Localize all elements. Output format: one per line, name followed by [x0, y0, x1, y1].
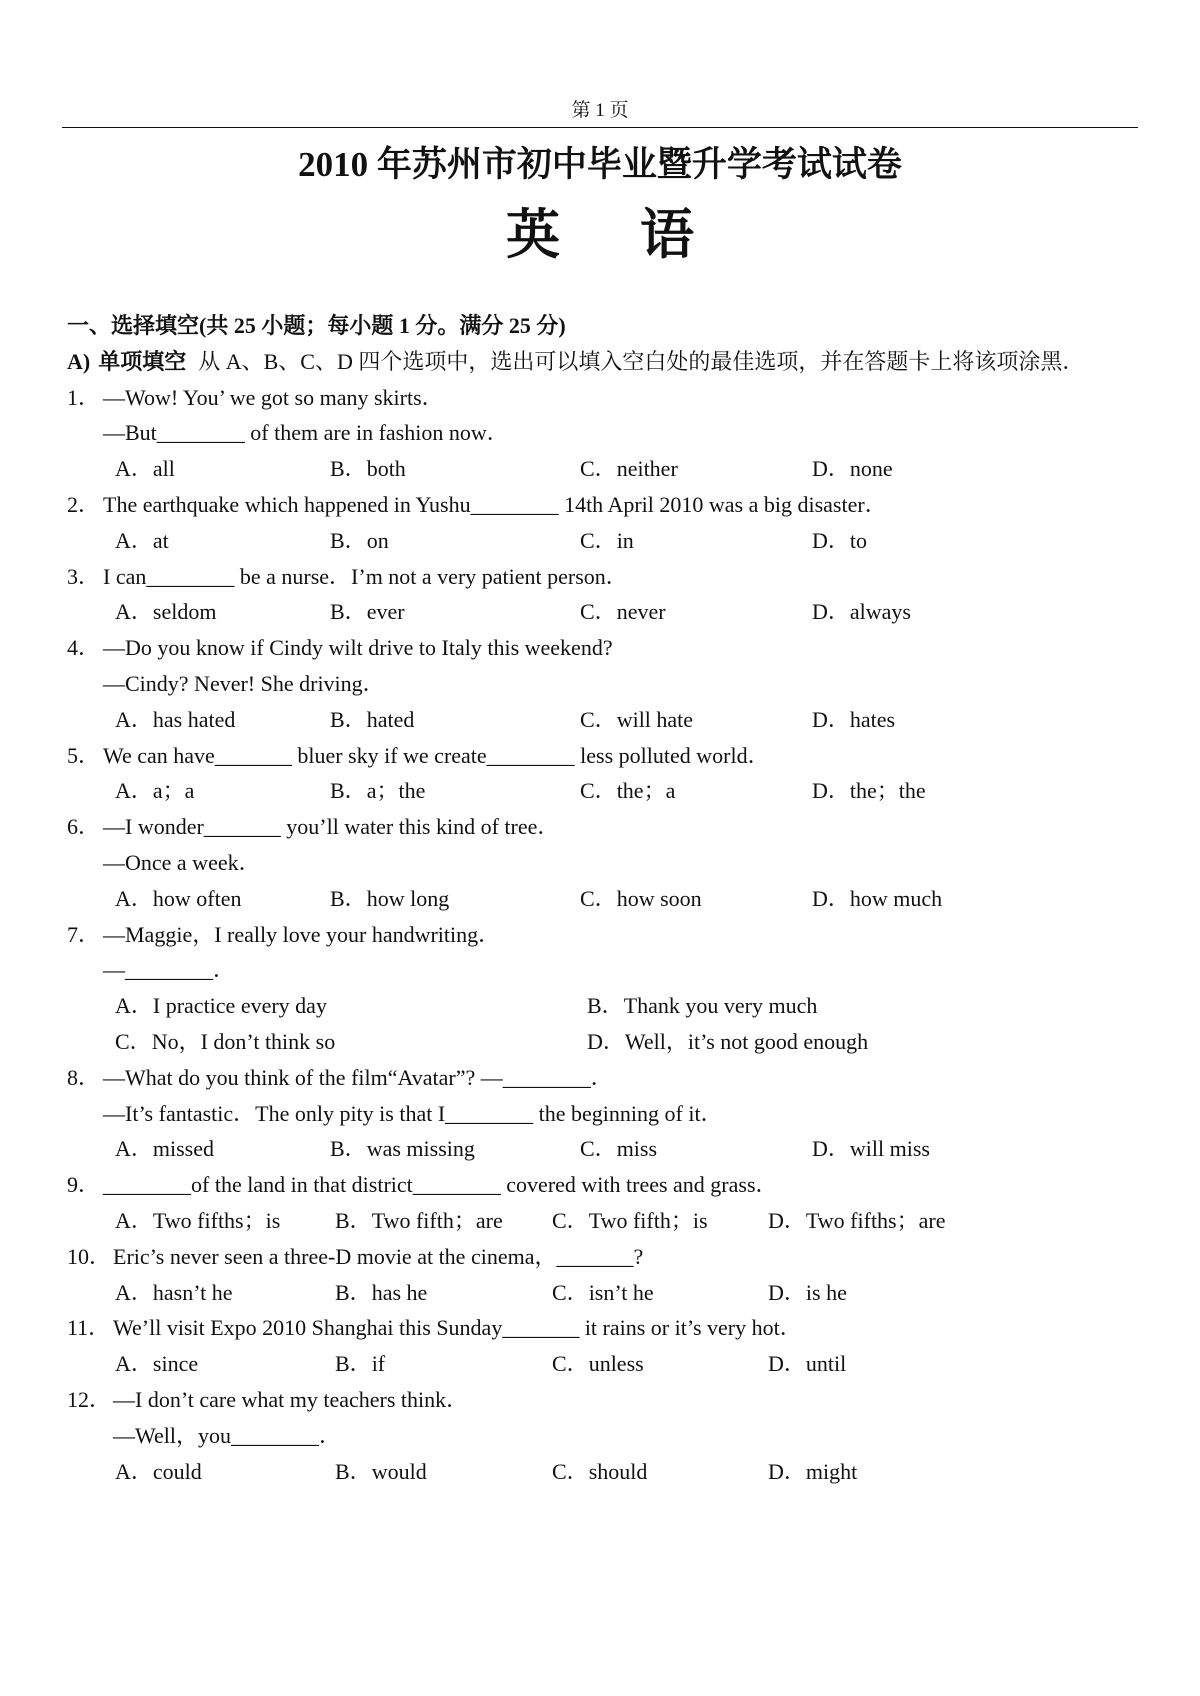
question-2 [67, 487, 1138, 559]
option-letter: C． [580, 778, 617, 804]
option-letter: A． [115, 599, 153, 625]
part-a-title: 单项填空 [98, 348, 187, 374]
option-letter: B． [330, 778, 367, 804]
question-text: —Once a week． [103, 849, 261, 875]
option-text: always [849, 599, 911, 625]
answer-options [67, 881, 1138, 917]
answer-options [67, 702, 1138, 738]
option-a [115, 1454, 335, 1490]
question-stem [67, 809, 1138, 845]
question-number: 1． [67, 384, 101, 410]
question-stem-line-2 [67, 845, 1138, 881]
option-letter: B． [330, 599, 367, 625]
question-3 [67, 559, 1138, 631]
page-number-label: 第 1 页 [571, 100, 629, 121]
question-text: —Cindy? Never! She driving． [103, 670, 385, 696]
option-text: how long [366, 885, 450, 911]
option-text: all [152, 456, 175, 482]
option-letter: D． [812, 527, 850, 553]
option-letter: D． [587, 1028, 625, 1054]
part-a-instructions [67, 344, 1138, 380]
question-1 [67, 380, 1138, 487]
option-c [580, 881, 812, 917]
option-b [335, 1275, 552, 1311]
option-a [115, 594, 330, 630]
question-text: —I wonder_______ you’ll water this kind of tree． [103, 814, 560, 840]
option-letter: C． [580, 1136, 617, 1162]
option-d [812, 881, 1138, 917]
option-letter: A． [115, 885, 153, 911]
option-letter: B． [330, 527, 367, 553]
option-text: how much [849, 885, 943, 911]
question-stem-line-2 [67, 1418, 1138, 1454]
option-a [115, 1131, 330, 1167]
option-letter: A． [115, 456, 153, 482]
option-text: Two fifths；are [805, 1207, 946, 1233]
option-b [330, 594, 580, 630]
answer-options [67, 451, 1138, 487]
question-number: 5． [67, 742, 101, 768]
option-text: if [371, 1351, 386, 1377]
option-a [115, 773, 330, 809]
answer-options [67, 988, 1138, 1060]
option-text: since [152, 1351, 199, 1377]
option-text: seldom [152, 599, 217, 625]
option-text: how soon [616, 885, 702, 911]
question-stem [67, 559, 1138, 595]
question-stem [67, 917, 1138, 953]
option-letter: D． [812, 599, 850, 625]
option-b [335, 1346, 552, 1382]
option-letter: A． [115, 778, 153, 804]
option-text: none [849, 456, 893, 482]
header-divider [62, 127, 1138, 128]
option-text: Two fifth；are [371, 1207, 503, 1233]
option-d [768, 1454, 1138, 1490]
option-d [812, 594, 1138, 630]
option-letter: D． [812, 885, 850, 911]
question-number: 7． [67, 921, 101, 947]
option-letter: A． [115, 527, 153, 553]
option-text: would [371, 1458, 427, 1484]
question-text: —But________ of them are in fashion now． [103, 420, 509, 446]
option-text: No，I don’t think so [151, 1028, 336, 1054]
section-heading: 一、选择填空(共 25 小题；每小题 1 分。满分 25 分) [67, 313, 566, 338]
question-text: We can have_______ bluer sky if we create________ less polluted world． [103, 742, 770, 768]
answer-options [67, 1454, 1138, 1490]
option-letter: C． [580, 599, 617, 625]
option-text: the；the [849, 778, 926, 804]
option-text: Two fifths；is [152, 1207, 281, 1233]
question-stem [67, 1382, 1138, 1418]
question-stem [67, 487, 1138, 523]
option-c [580, 451, 812, 487]
option-d [768, 1275, 1138, 1311]
option-letter: D． [812, 456, 850, 482]
option-letter: B． [330, 885, 367, 911]
option-letter: C． [115, 1028, 152, 1054]
option-text: hated [366, 706, 415, 732]
option-letter: A． [115, 1207, 153, 1233]
option-a [115, 988, 587, 1024]
option-text: Well，it’s not good enough [624, 1028, 869, 1054]
answer-options [67, 594, 1138, 630]
question-8 [67, 1060, 1138, 1167]
answer-options [67, 1203, 1138, 1239]
option-c [552, 1275, 768, 1311]
option-letter: B． [330, 1136, 367, 1162]
option-d [812, 773, 1138, 809]
option-text: to [849, 527, 868, 553]
option-text: was missing [366, 1136, 475, 1162]
option-b [330, 773, 580, 809]
question-7 [67, 917, 1138, 1060]
option-a [115, 451, 330, 487]
question-text: —Wow! You’ we got so many skirts． [103, 384, 444, 410]
option-text: a；a [152, 778, 195, 804]
exam-title: 2010 年苏州市初中毕业暨升学考试试卷 [298, 145, 902, 184]
option-letter: C． [552, 1279, 589, 1305]
option-text: Two fifth；is [588, 1207, 708, 1233]
question-number: 12． [67, 1386, 112, 1412]
option-a [115, 1275, 335, 1311]
option-text: until [805, 1351, 847, 1377]
question-stem [67, 380, 1138, 416]
question-9 [67, 1167, 1138, 1239]
option-c [552, 1454, 768, 1490]
option-d [768, 1346, 1138, 1382]
option-letter: A． [115, 1351, 153, 1377]
question-5 [67, 738, 1138, 810]
option-a [115, 881, 330, 917]
option-letter: D． [812, 778, 850, 804]
option-b [330, 702, 580, 738]
subject-heading [0, 200, 1200, 270]
option-text: Thank you very much [623, 993, 818, 1019]
option-letter: C． [552, 1351, 589, 1377]
question-stem [67, 1239, 1138, 1275]
option-letter: A． [115, 993, 153, 1019]
option-letter: D． [768, 1207, 806, 1233]
question-text: ________of the land in that district________ covered with trees and grass． [103, 1172, 778, 1198]
option-letter: B． [330, 706, 367, 732]
question-number: 6． [67, 814, 101, 840]
option-b [335, 1454, 552, 1490]
question-text: —Do you know if Cindy wilt drive to Italy this weekend? [103, 635, 613, 661]
option-c [580, 523, 812, 559]
option-letter: D． [768, 1351, 806, 1377]
question-text: I can________ be a nurse．I’m not a very patient person． [103, 563, 628, 589]
option-text: unless [588, 1351, 644, 1377]
question-text: —Maggie，I really love your handwriting． [103, 921, 501, 947]
question-stem-line-2 [67, 1096, 1138, 1132]
question-number: 9． [67, 1172, 101, 1198]
subject-char-2: 语 [640, 205, 694, 265]
option-text: hates [849, 706, 896, 732]
option-c [552, 1203, 768, 1239]
question-text: —What do you think of the film“Avatar”? —________． [103, 1064, 613, 1090]
option-letter: B． [335, 1279, 372, 1305]
question-stem-line-2 [67, 952, 1138, 988]
question-number: 11． [67, 1315, 111, 1341]
option-letter: D． [768, 1458, 806, 1484]
answer-options [67, 523, 1138, 559]
option-letter: A． [115, 706, 153, 732]
option-b [330, 881, 580, 917]
question-stem-line-2 [67, 415, 1138, 451]
question-stem [67, 630, 1138, 666]
option-d [812, 523, 1138, 559]
option-letter: A． [115, 1279, 153, 1305]
option-text: at [152, 527, 169, 553]
option-letter: C． [580, 706, 617, 732]
option-b [330, 523, 580, 559]
option-c [580, 1131, 812, 1167]
option-text: hasn’t he [152, 1279, 233, 1305]
option-d [768, 1203, 1138, 1239]
option-text: missed [152, 1136, 215, 1162]
option-text: could [152, 1458, 202, 1484]
question-number: 4． [67, 635, 101, 661]
option-letter: A． [115, 1136, 153, 1162]
option-a [115, 702, 330, 738]
answer-options [67, 773, 1138, 809]
option-text: ever [366, 599, 405, 625]
option-b [587, 988, 1138, 1024]
answer-options [67, 1131, 1138, 1167]
question-text: Eric’s never seen a three-D movie at the cinema，_______? [113, 1243, 644, 1269]
question-4 [67, 630, 1138, 737]
option-text: both [366, 456, 406, 482]
question-number: 2． [67, 491, 101, 517]
option-letter: C． [580, 527, 617, 553]
option-d [812, 451, 1138, 487]
option-letter: C． [580, 456, 617, 482]
option-text: a；the [366, 778, 426, 804]
answer-options [67, 1275, 1138, 1311]
option-b [330, 451, 580, 487]
part-a-instruction-text: 从 A、B、C、D 四个选项中，选出可以填入空白处的最佳选项，并在答题卡上将该项涂黑． [198, 348, 1085, 374]
question-stem [67, 1167, 1138, 1203]
option-b [335, 1203, 552, 1239]
question-text: The earthquake which happened in Yushu________ 14th April 2010 was a big disaster． [103, 491, 887, 517]
option-letter: C． [552, 1458, 589, 1484]
option-b [330, 1131, 580, 1167]
question-12 [67, 1382, 1138, 1489]
option-text: never [616, 599, 666, 625]
option-c [552, 1346, 768, 1382]
question-number: 3． [67, 563, 101, 589]
question-stem-line-2 [67, 666, 1138, 702]
option-text: how often [152, 885, 242, 911]
option-letter: B． [335, 1207, 372, 1233]
option-text: will hate [616, 706, 694, 732]
option-d [587, 1024, 1138, 1060]
option-text: is he [805, 1279, 847, 1305]
option-letter: C． [552, 1207, 589, 1233]
option-a [115, 1346, 335, 1382]
option-letter: B． [330, 456, 367, 482]
option-d [812, 1131, 1138, 1167]
option-text: might [805, 1458, 858, 1484]
option-letter: B． [335, 1351, 372, 1377]
question-text: —It’s fantastic．The only pity is that I________ the beginning of it． [103, 1100, 723, 1126]
option-c [580, 702, 812, 738]
exam-content [67, 308, 1138, 1489]
question-text: We’ll visit Expo 2010 Shanghai this Sunday_______ it rains or it’s very hot． [113, 1315, 802, 1341]
option-a [115, 1203, 335, 1239]
question-text: —I don’t care what my teachers think． [113, 1386, 469, 1412]
option-text: the；a [616, 778, 676, 804]
question-stem [67, 1060, 1138, 1096]
question-11 [67, 1310, 1138, 1382]
option-text: neither [616, 456, 678, 482]
option-c [115, 1024, 587, 1060]
question-10 [67, 1239, 1138, 1311]
option-text: in [616, 527, 634, 553]
question-text: —Well，you________． [113, 1422, 341, 1448]
option-a [115, 523, 330, 559]
option-letter: C． [580, 885, 617, 911]
question-stem [67, 738, 1138, 774]
option-c [580, 773, 812, 809]
part-a-label: A) [67, 348, 91, 374]
option-text: miss [616, 1136, 658, 1162]
option-text: will miss [849, 1136, 930, 1162]
option-letter: D． [768, 1279, 806, 1305]
question-6 [67, 809, 1138, 916]
option-text: should [588, 1458, 648, 1484]
option-letter: D． [812, 1136, 850, 1162]
option-letter: B． [335, 1458, 372, 1484]
option-text: I practice every day [152, 993, 327, 1019]
option-c [580, 594, 812, 630]
option-letter: B． [587, 993, 624, 1019]
option-text: has hated [152, 706, 236, 732]
option-letter: D． [812, 706, 850, 732]
option-text: has he [371, 1279, 428, 1305]
subject-char-1: 英 [506, 205, 560, 265]
question-stem [67, 1310, 1138, 1346]
option-text: on [366, 527, 389, 553]
option-d [812, 702, 1138, 738]
option-letter: A． [115, 1458, 153, 1484]
question-number: 8． [67, 1064, 101, 1090]
answer-options [67, 1346, 1138, 1382]
option-text: isn’t he [588, 1279, 654, 1305]
question-text: —________． [103, 957, 236, 983]
question-number: 10． [67, 1243, 112, 1269]
